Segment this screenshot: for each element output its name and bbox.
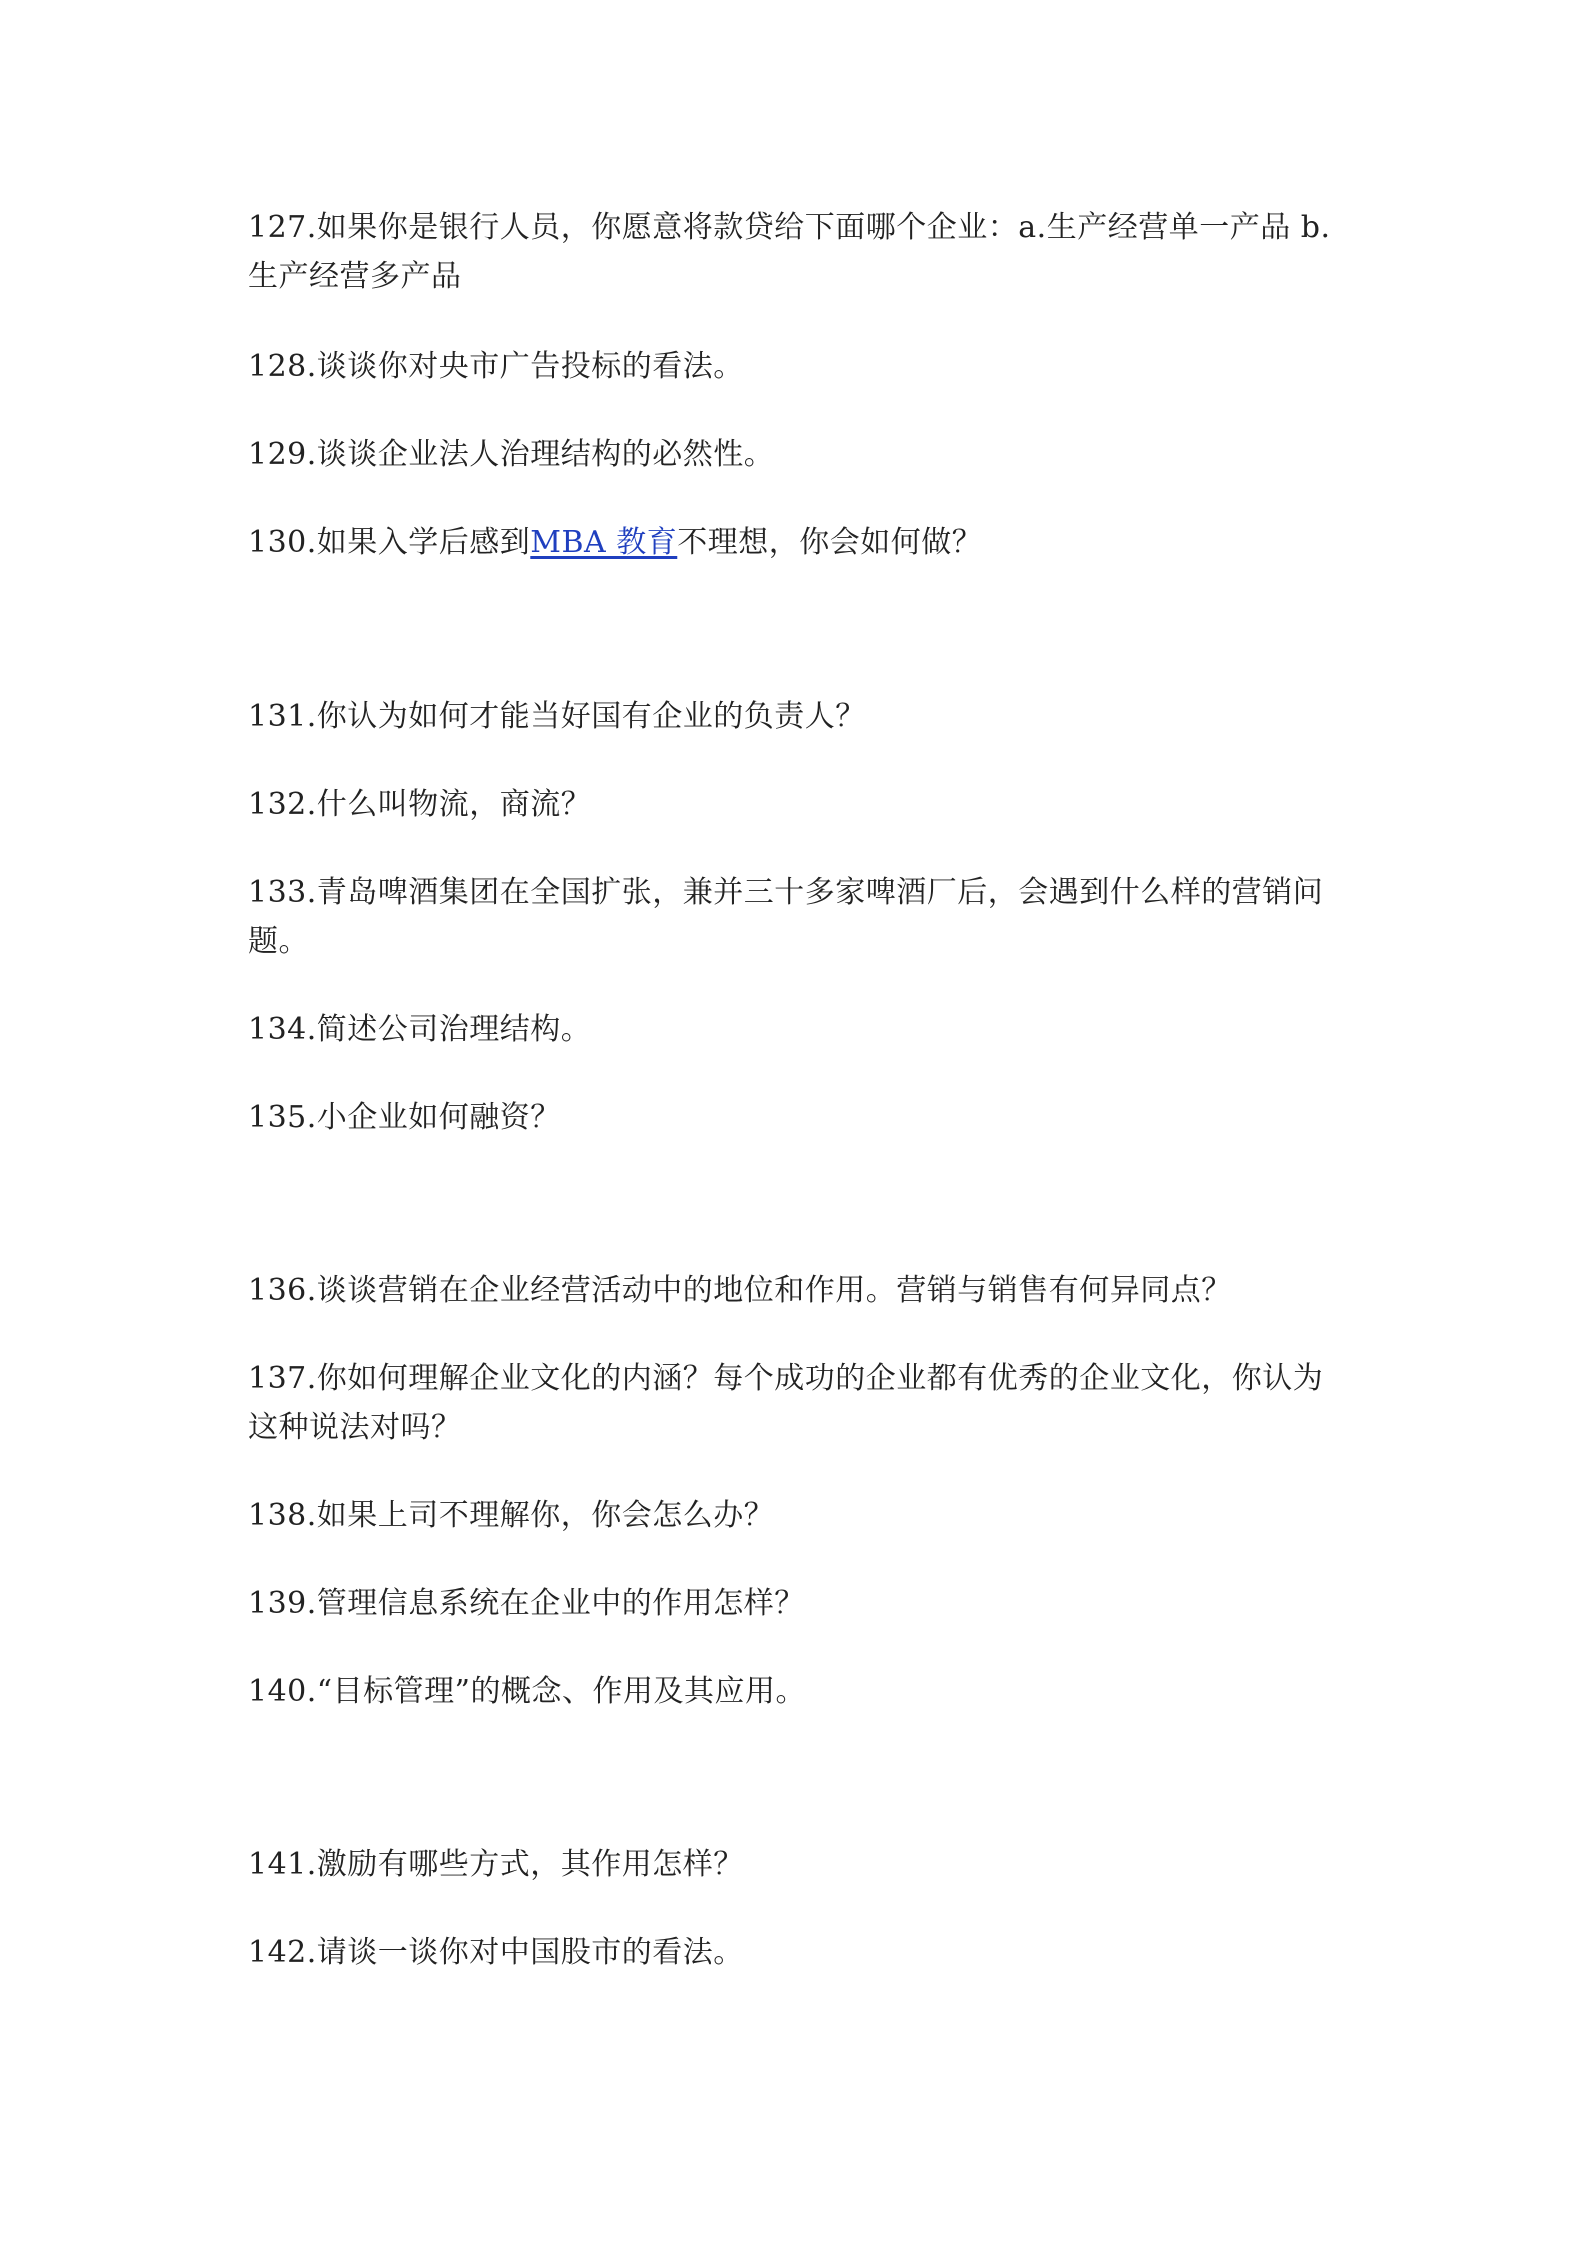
question-142-text: 142.请谈一谈你对中国股市的看法。 xyxy=(248,1935,744,1970)
question-133-line-1: 133.青岛啤酒集团在全国扩张，兼并三十多家啤酒厂后，会遇到什么样的营销问 xyxy=(248,875,1324,910)
question-128 xyxy=(248,342,1368,391)
question-127-line-2: 生产经营多产品 xyxy=(248,259,462,294)
question-130 xyxy=(248,518,1368,567)
question-131-text: 131.你认为如何才能当好国有企业的负责人？ xyxy=(248,699,866,734)
question-132 xyxy=(248,780,1368,829)
question-140 xyxy=(248,1667,1368,1716)
question-137 xyxy=(248,1354,1368,1452)
question-137-line-2: 这种说法对吗？ xyxy=(248,1410,462,1445)
question-141 xyxy=(248,1840,1368,1889)
question-142 xyxy=(248,1928,1368,1977)
question-137-line-1: 137.你如何理解企业文化的内涵？每个成功的企业都有优秀的企业文化，你认为 xyxy=(248,1361,1324,1396)
question-135 xyxy=(248,1093,1368,1142)
question-136-text: 136.谈谈营销在企业经营活动中的地位和作用。营销与销售有何异同点？ xyxy=(248,1273,1232,1308)
question-134 xyxy=(248,1005,1368,1054)
question-130-line xyxy=(248,518,1368,567)
question-128-text: 128.谈谈你对央市广告投标的看法。 xyxy=(248,349,744,384)
question-133-line-2: 题。 xyxy=(248,924,309,959)
question-138-text: 138.如果上司不理解你，你会怎么办？ xyxy=(248,1498,775,1533)
question-129-text: 129.谈谈企业法人治理结构的必然性。 xyxy=(248,437,775,472)
question-131 xyxy=(248,692,1368,741)
question-139 xyxy=(248,1579,1368,1628)
question-140-text: 140.“目标管理”的概念、作用及其应用。 xyxy=(248,1674,806,1709)
question-127 xyxy=(248,203,1368,301)
question-136 xyxy=(248,1266,1368,1315)
question-130-prefix: 130.如果入学后感到 xyxy=(248,525,531,560)
question-139-text: 139.管理信息系统在企业中的作用怎样？ xyxy=(248,1586,805,1621)
question-141-text: 141.激励有哪些方式，其作用怎样？ xyxy=(248,1847,744,1882)
question-134-text: 134.简述公司治理结构。 xyxy=(248,1012,592,1047)
question-127-line-1: 127.如果你是银行人员，你愿意将款贷给下面哪个企业：a.生产经营单一产品 b. xyxy=(248,210,1331,245)
question-135-text: 135.小企业如何融资？ xyxy=(248,1100,561,1135)
mba-education-link[interactable]: MBA 教育 xyxy=(530,525,678,560)
question-130-suffix: 不理想，你会如何做？ xyxy=(677,525,983,560)
question-129 xyxy=(248,430,1368,479)
question-132-text: 132.什么叫物流，商流？ xyxy=(248,787,592,822)
question-133 xyxy=(248,868,1368,966)
question-138 xyxy=(248,1491,1368,1540)
